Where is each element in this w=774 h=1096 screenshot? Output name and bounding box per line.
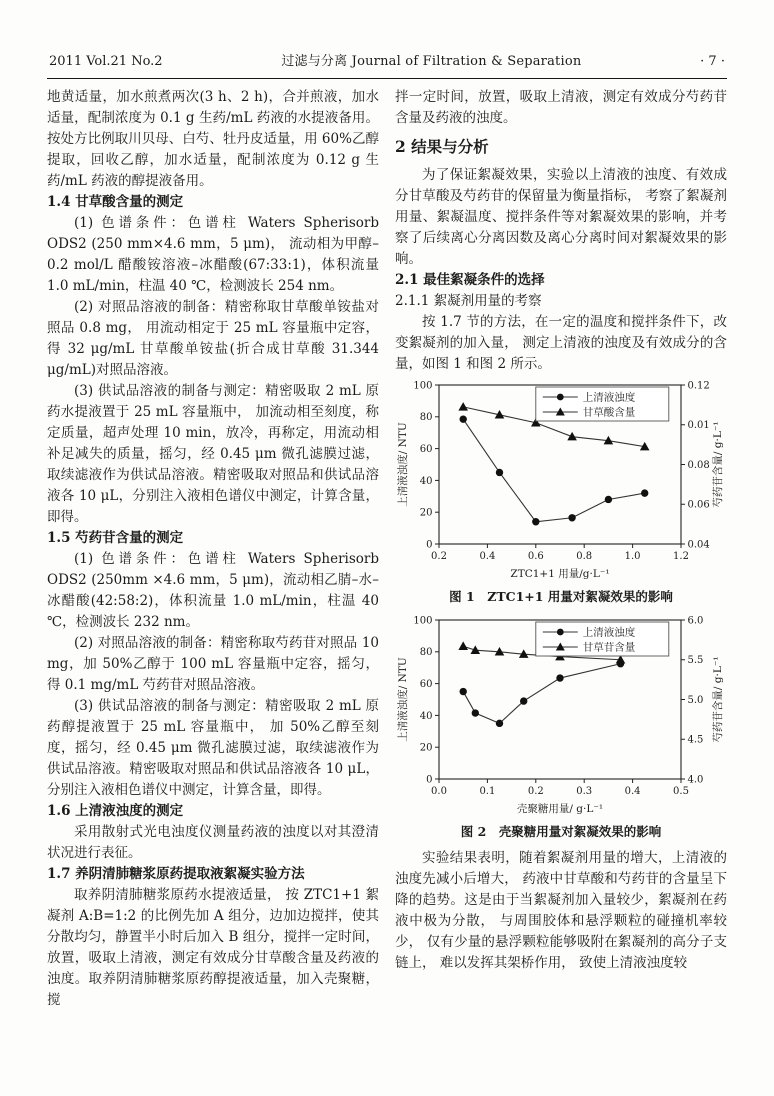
section-heading: 2 结果与分析 [395, 137, 489, 156]
header-issue: 2011 Vol.21 No.2 [49, 54, 163, 69]
svg-text:100: 100 [413, 380, 433, 392]
svg-text:4.5: 4.5 [687, 734, 704, 746]
svg-text:上清液浊度/ NTU: 上清液浊度/ NTU [397, 657, 409, 742]
svg-text:0.4: 0.4 [624, 786, 641, 797]
figure-1 [395, 378, 727, 606]
svg-text:5.0: 5.0 [687, 694, 704, 706]
paragraph: 为了保证絮凝效果，实验以上清液的浊度、有效成分甘草酸及芍药苷的保留量为衡量指标， 考察了絮凝剂用量、絮凝温度、搅拌条件等对絮凝效果的影响，并考察了后续离心分离因数及离心分离时间对絮凝效果的影响。 [395, 167, 727, 267]
paragraph: 按 1.7 节的方法，在一定的温度和搅拌条件下，改变絮凝剂的加入量， 测定上清液的浊度及有效成分的含量，如图 1 和图 2 所示。 [395, 314, 727, 372]
svg-text:0.0: 0.0 [431, 786, 447, 797]
paragraph: 取养阴清肺糖浆原药水提液适量， 按 ZTC1+1 絮凝剂 A:B=1:2 的比例先加 A 组分，边加边搅拌，使其分散均匀，静置半小时后加入 B 组分，搅拌一定时间，放置，吸取上清液，测定有效成分甘草酸含量及药液的浊度。取养阴清肺糖浆原药醇提液适量，加入壳聚糖，搅 [47, 887, 379, 1008]
svg-text:甘草苷含量: 甘草苷含量 [582, 641, 636, 654]
header-journal-title: 过滤与分离 Journal of Filtration & Separation [281, 54, 582, 69]
svg-text:0: 0 [426, 774, 433, 786]
svg-text:0.04: 0.04 [687, 539, 710, 551]
svg-text:0: 0 [426, 539, 433, 551]
left-column [47, 87, 379, 1011]
right-column [395, 87, 727, 1011]
figure-2-caption: 图 2 壳聚糖用量对絮凝效果的影响 [460, 824, 662, 839]
svg-text:1.2: 1.2 [673, 551, 689, 562]
svg-text:上清液浊度: 上清液浊度 [582, 626, 636, 639]
svg-text:0.8: 0.8 [576, 551, 593, 562]
svg-text:0.01: 0.01 [687, 420, 710, 432]
svg-text:上清液浊度: 上清液浊度 [582, 391, 636, 404]
svg-text:0.08: 0.08 [687, 459, 710, 471]
svg-text:80: 80 [419, 412, 433, 424]
svg-text:0.1: 0.1 [479, 786, 496, 797]
subsection-heading: 1.6 上清液浊度的测定 [47, 803, 184, 819]
subsection-heading: 2.1 最佳絮凝条件的选择 [395, 272, 545, 288]
svg-text:40: 40 [419, 710, 433, 722]
svg-text:0.2: 0.2 [431, 551, 447, 562]
svg-text:0.2: 0.2 [527, 786, 544, 797]
paragraph: (1) 色谱条件：色谱柱 Waters Spherisorb ODS2 (250 mm×4.6 mm，5 μm)， 流动相为甲醇–0.2 mol/L 醋酸铵溶液–冰醋酸(67:33:1)，体积流量 1.0 mL/min，柱温 40 ℃，检测波长 254 nm。 [47, 215, 379, 294]
subsubsection-heading: 2.1.1 絮凝剂用量的考察 [395, 293, 542, 309]
paragraph: (2) 对照品溶液的制备：精密称取芍药苷对照品 10 mg，加 50%乙醇于 100 mL 容量瓶中定容，摇匀，得 0.1 mg/mL 芍药苷对照品溶液。 [47, 635, 379, 693]
svg-text:芍药苷含量/ g·L⁻¹: 芍药苷含量/ g·L⁻¹ [712, 656, 724, 743]
svg-text:4.0: 4.0 [687, 774, 704, 786]
svg-text:20: 20 [419, 742, 433, 754]
svg-text:1.0: 1.0 [624, 551, 641, 562]
subsection-heading: 1.5 芍药苷含量的测定 [47, 530, 184, 546]
svg-text:0.6: 0.6 [527, 551, 544, 562]
paragraph: 地黄适量，加水煎煮两次(3 h、2 h)，合并煎液，加水适量，配制浓度为 0.1 g 生药/mL 药液的水提液备用。按处方比例取川贝母、白芍、牡丹皮适量，用 60%乙醇提取，回收乙醇，加水适量，配制浓度为 0.12 g 生药/mL 药液的醇提液备用。 [47, 89, 379, 189]
paragraph: 采用散射式光电浊度仪测量药液的浊度以对其澄清状况进行表征。 [47, 824, 379, 861]
paragraph: (3) 供试品溶液的制备与测定：精密吸取 2 mL 原药醇提液置于 25 mL 容量瓶中， 加 50%乙醇至刻度，摇匀，经 0.45 μm 微孔滤膜过滤，取续滤液作为供试品溶液。精密吸取对照品和供试品溶液各 10 μL，分别注入液相色谱仪中测定，计算含量，即得。 [47, 698, 379, 798]
paragraph: (2) 对照品溶液的制备：精密称取甘草酸单铵盐对照品 0.8 mg， 用流动相定于 25 mL 容量瓶中定容，得 32 μg/mL 甘草酸单铵盐(折合成甘草酸 31.344 μg/mL)对照品溶液。 [47, 299, 379, 378]
journal-header [47, 50, 727, 79]
svg-text:60: 60 [419, 679, 433, 690]
svg-text:上清液浊度/ NTU: 上清液浊度/ NTU [397, 422, 409, 507]
svg-text:100: 100 [413, 615, 433, 627]
svg-text:40: 40 [419, 475, 433, 487]
paragraph: 实验结果表明，随着絮凝剂用量的增大，上清液的浊度先减小后增大， 药液中甘草酸和芍药苷的含量呈下降的趋势。这是由于当絮凝剂加入量较少，絮凝剂在药液中极为分散， 与周围胶体和悬浮颗粒的碰撞机率较少， 仅有少量的悬浮颗粒能够吸附在絮凝剂的高分子支链上， 难以发挥其架桥作用， 致使上清液浊度较 [395, 850, 727, 971]
svg-text:ZTC1+1 用量/g·L⁻¹: ZTC1+1 用量/g·L⁻¹ [510, 568, 610, 580]
svg-text:5.5: 5.5 [687, 655, 704, 667]
svg-text:0.5: 0.5 [673, 786, 689, 797]
svg-text:6.0: 6.0 [687, 615, 704, 627]
svg-text:0.3: 0.3 [576, 786, 593, 797]
svg-text:芍药苷含量/ g·L⁻¹: 芍药苷含量/ g·L⁻¹ [712, 421, 724, 508]
paragraph: (3) 供试品溶液的制备与测定：精密吸取 2 mL 原药水提液置于 25 mL 容量瓶中， 加流动相至刻度，称定质量，超声处理 10 min，放冷，再称定，用流动相补足减失的质量，摇匀，经 0.45 μm 微孔滤膜过滤，取续滤液作为供试品溶液。精密吸取对照品和供试品溶液各 10 μL，分别注入液相色谱仪中测定，计算含量，即得。 [47, 383, 379, 525]
figure-1-chart [395, 378, 727, 584]
header-page-number: · 7 · [700, 54, 725, 69]
svg-text:60: 60 [419, 444, 433, 455]
figure-2 [395, 613, 727, 841]
svg-text:壳聚糖用量/ g·L⁻¹: 壳聚糖用量/ g·L⁻¹ [516, 803, 604, 815]
svg-text:甘草酸含量: 甘草酸含量 [582, 406, 636, 419]
svg-text:0.4: 0.4 [479, 551, 496, 562]
figure-2-chart [395, 613, 727, 819]
svg-text:0.06: 0.06 [687, 499, 710, 511]
subsection-heading: 1.7 养阴清肺糖浆原药提取液絮凝实验方法 [47, 866, 305, 882]
subsection-heading: 1.4 甘草酸含量的测定 [47, 194, 184, 210]
figure-1-caption: 图 1 ZTC1+1 用量对絮凝效果的影响 [449, 589, 673, 604]
svg-text:20: 20 [419, 507, 433, 519]
body-columns [47, 87, 727, 1011]
svg-text:80: 80 [419, 647, 433, 659]
paragraph: (1) 色谱条件：色谱柱 Waters Spherisorb ODS2 (250mm ×4.6 mm，5 μm)，流动相乙腈–水–冰醋酸(42:58:2)，体积流量 1.0 mL/min，柱温 40 ℃，检测波长 232 nm。 [47, 551, 379, 630]
paragraph: 拌一定时间，放置，吸取上清液，测定有效成分芍药苷含量及药液的浊度。 [395, 89, 727, 126]
svg-text:0.12: 0.12 [687, 380, 710, 392]
